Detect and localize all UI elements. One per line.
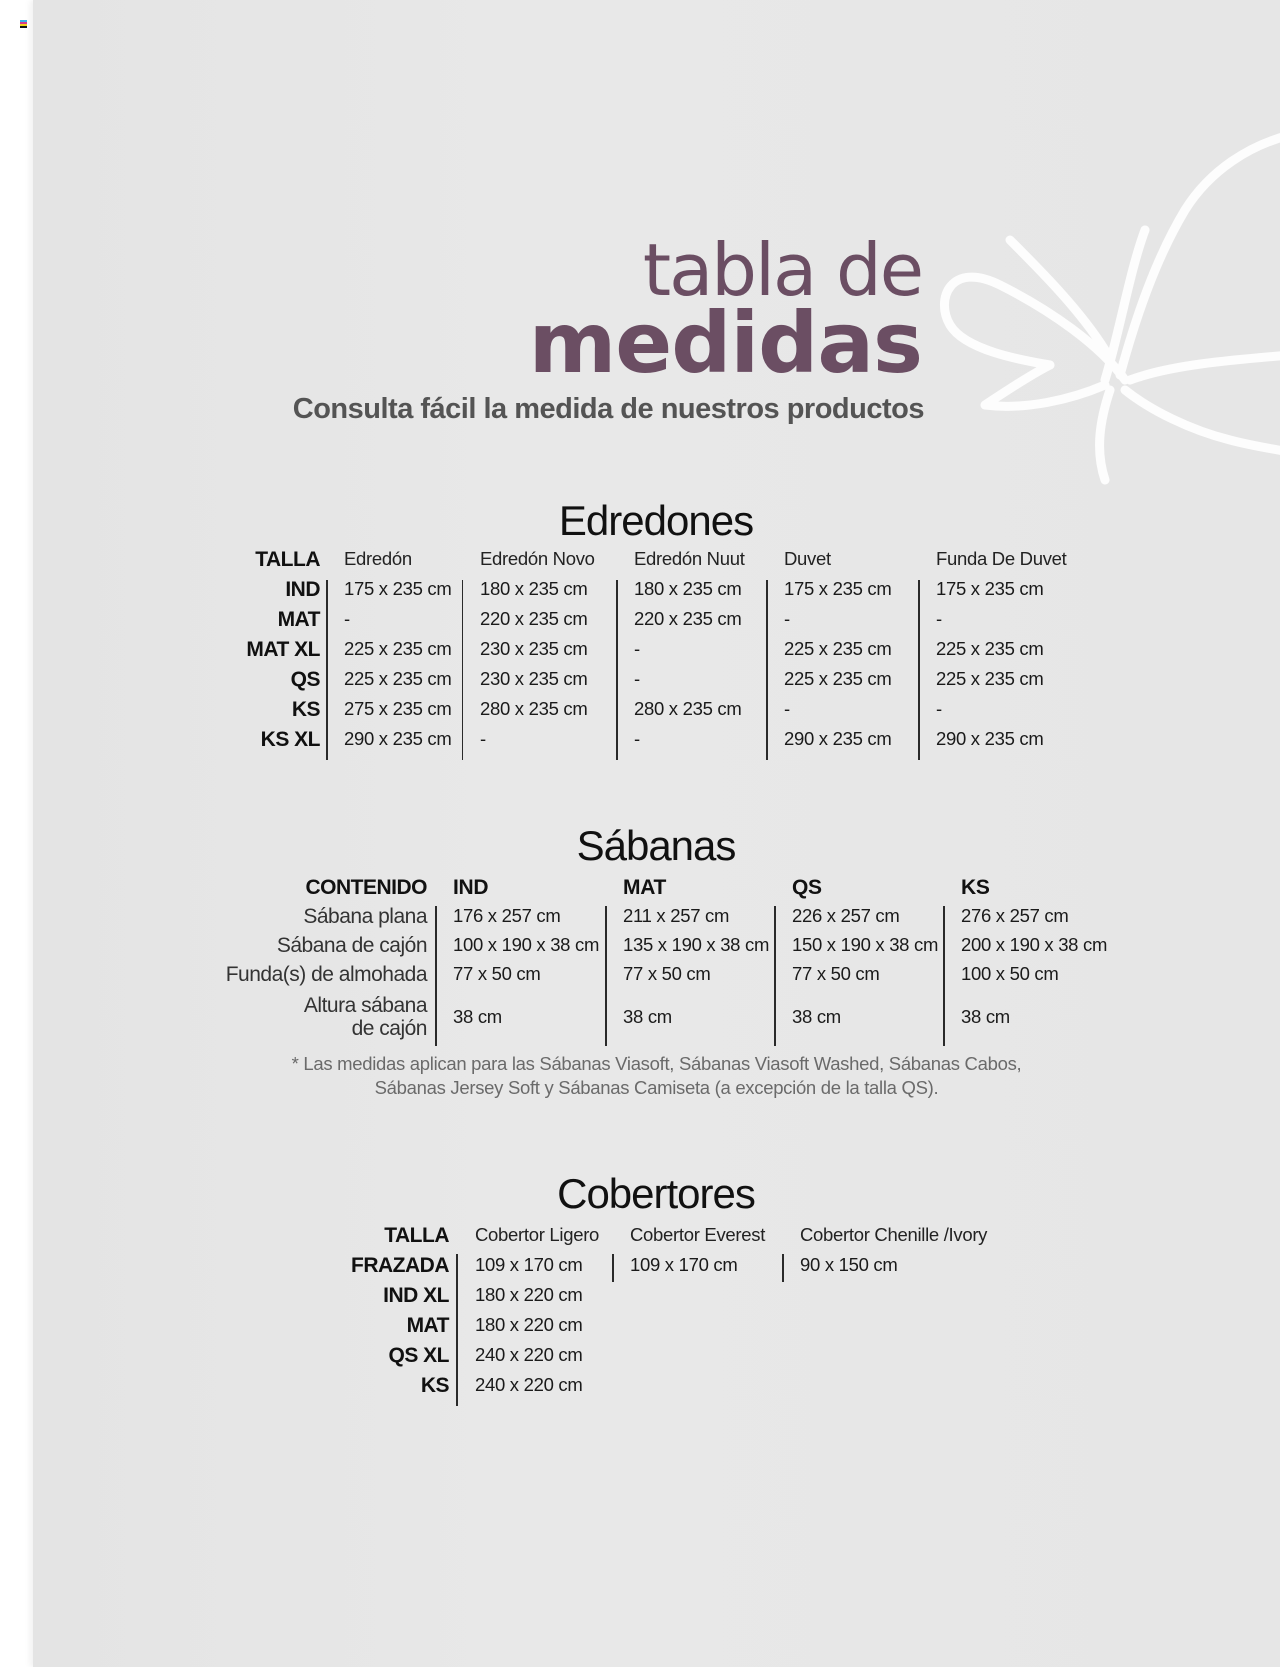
row-label: KS XL: [260, 728, 320, 751]
table-cell: 180 x 235 cm: [634, 578, 742, 599]
table-cell: 276 x 257 cm: [961, 905, 1069, 926]
table-cell: 175 x 235 cm: [784, 578, 892, 599]
table-cell: 225 x 235 cm: [936, 668, 1044, 689]
row-label: MAT XL: [246, 638, 320, 661]
column-header-talla: TALLA: [255, 548, 320, 571]
table-cell: 38 cm: [453, 1006, 502, 1027]
table-cell: 200 x 190 x 38 cm: [961, 934, 1108, 955]
table-cell: 38 cm: [961, 1006, 1010, 1027]
table-cell: 90 x 150 cm: [800, 1254, 898, 1275]
table-cell: 225 x 235 cm: [784, 668, 892, 689]
row-label-line-1: Altura sábana: [303, 994, 427, 1017]
column-divider: [462, 580, 463, 760]
table-cell: 220 x 235 cm: [634, 608, 742, 629]
row-label-line-2: de cajón: [351, 1017, 427, 1040]
column-header: Cobertor Ligero: [475, 1224, 600, 1245]
row-label: QS XL: [388, 1344, 449, 1367]
footnote-line-1: * Las medidas aplican para las Sábanas Viasoft, Sábanas Viasoft Washed, Sábanas Cabos,: [291, 1053, 1022, 1074]
column-header: Funda De Duvet: [936, 548, 1067, 569]
column-header: Duvet: [784, 548, 831, 569]
table-cell: 230 x 235 cm: [480, 668, 588, 689]
table-cell: 77 x 50 cm: [792, 963, 880, 984]
table-cell: 100 x 190 x 38 cm: [453, 934, 600, 955]
column-divider: [435, 906, 437, 1046]
table-cell: 100 x 50 cm: [961, 963, 1059, 984]
table-cell: 280 x 235 cm: [634, 698, 742, 719]
column-divider: [326, 580, 328, 760]
table-cell: 230 x 235 cm: [480, 638, 588, 659]
column-header-contenido: CONTENIDO: [305, 876, 427, 899]
table-cell: -: [784, 698, 790, 719]
row-label: Sábana de cajón: [276, 934, 427, 957]
table-cell: 176 x 257 cm: [453, 905, 561, 926]
column-header-talla: TALLA: [384, 1224, 449, 1247]
title-line-1: tabla de: [642, 228, 922, 312]
table-cell: 77 x 50 cm: [453, 963, 541, 984]
table-cell: 225 x 235 cm: [784, 638, 892, 659]
row-label: QS: [290, 668, 320, 691]
table-cell: 220 x 235 cm: [480, 608, 588, 629]
table-cell: 240 x 220 cm: [475, 1344, 583, 1365]
column-header: Cobertor Chenille /Ivory: [800, 1224, 988, 1245]
table-cell: 109 x 170 cm: [475, 1254, 583, 1275]
column-divider: [943, 906, 945, 1046]
column-divider: [918, 580, 920, 760]
table-cell: 180 x 220 cm: [475, 1284, 583, 1305]
table-cell: 225 x 235 cm: [936, 638, 1044, 659]
column-divider: [782, 1254, 784, 1282]
table-cell: 290 x 235 cm: [784, 728, 892, 749]
table-cell: 175 x 235 cm: [344, 578, 452, 599]
column-header: Edredón Novo: [480, 548, 595, 569]
sabanas-footnote: [33, 1052, 1280, 1100]
table-cell: 150 x 190 x 38 cm: [792, 934, 939, 955]
row-label: KS: [291, 698, 320, 721]
column-header: QS: [792, 876, 822, 899]
row-label: Sábana plana: [303, 905, 427, 928]
table-cell: 180 x 220 cm: [475, 1314, 583, 1335]
row-label: IND: [285, 578, 320, 601]
table-cell: 225 x 235 cm: [344, 638, 452, 659]
column-header: KS: [961, 876, 990, 899]
section-title-edredones: Edredones: [558, 497, 754, 544]
table-cell: 109 x 170 cm: [630, 1254, 738, 1275]
table-cell: -: [480, 728, 486, 749]
table-cell: -: [634, 728, 640, 749]
column-divider: [612, 1254, 614, 1282]
column-divider: [605, 906, 607, 1046]
table-cell: 290 x 235 cm: [936, 728, 1044, 749]
table-cell: 38 cm: [792, 1006, 841, 1027]
title-line-2: medidas: [528, 294, 922, 392]
column-divider: [774, 906, 776, 1046]
row-label: MAT: [277, 608, 320, 631]
page-title: [528, 228, 922, 392]
column-divider: [616, 580, 618, 760]
row-label: IND XL: [383, 1284, 449, 1307]
table-cell: 280 x 235 cm: [480, 698, 588, 719]
table-cell: 135 x 190 x 38 cm: [623, 934, 770, 955]
table-cell: -: [634, 638, 640, 659]
table-cell: 211 x 257 cm: [623, 905, 730, 926]
table-cell: -: [634, 668, 640, 689]
table-cell: -: [784, 608, 790, 629]
table-cell: 226 x 257 cm: [792, 905, 900, 926]
column-header: Edredón: [344, 548, 412, 569]
column-header: MAT: [623, 876, 667, 899]
table-cell: 38 cm: [623, 1006, 672, 1027]
table-cell: 275 x 235 cm: [344, 698, 452, 719]
page-subtitle: Consulta fácil la medida de nuestros productos: [292, 393, 924, 425]
column-divider: [456, 1254, 458, 1406]
table-cell: 175 x 235 cm: [936, 578, 1044, 599]
section-title-sabanas: Sábanas: [576, 822, 736, 869]
table-cell: -: [344, 608, 350, 629]
table-cell: -: [936, 698, 942, 719]
print-registration-marks: [20, 20, 27, 28]
row-label: KS: [420, 1374, 449, 1397]
column-header: IND: [453, 876, 489, 899]
table-cell: 77 x 50 cm: [623, 963, 711, 984]
row-label: MAT: [406, 1314, 449, 1337]
column-header: Cobertor Everest: [630, 1224, 766, 1245]
table-cell: 225 x 235 cm: [344, 668, 452, 689]
row-label: Funda(s) de almohada: [225, 963, 427, 986]
column-divider: [766, 580, 768, 760]
table-cell: 240 x 220 cm: [475, 1374, 583, 1395]
footnote-line-2: Sábanas Jersey Soft y Sábanas Camiseta (a excepción de la talla QS).: [374, 1077, 939, 1098]
row-label: FRAZADA: [351, 1254, 449, 1277]
section-title-cobertores: Cobertores: [557, 1170, 755, 1217]
table-cell: 290 x 235 cm: [344, 728, 452, 749]
table-cell: 180 x 235 cm: [480, 578, 588, 599]
butterfly-outline-icon: [930, 110, 1280, 490]
column-header: Edredón Nuut: [634, 548, 745, 569]
table-cell: -: [936, 608, 942, 629]
